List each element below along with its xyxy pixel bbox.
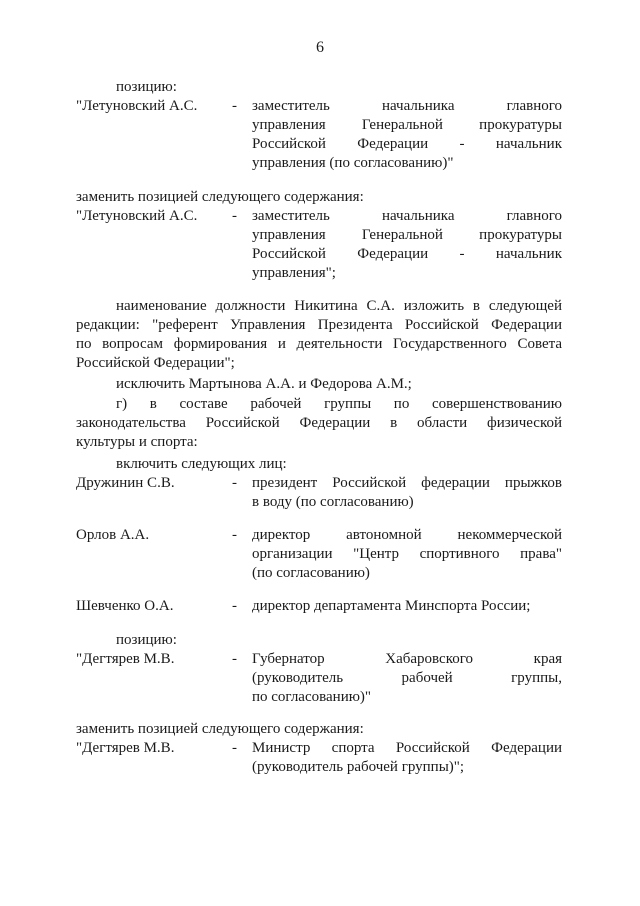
person-name: "Дегтярев М.В.: [76, 651, 175, 667]
section-lead: позицию:: [116, 632, 177, 648]
entry-dash: -: [232, 98, 237, 114]
position-line: (по согласованию): [252, 565, 370, 581]
person-position: [252, 526, 562, 583]
section-lead: позицию:: [116, 79, 177, 95]
entry-dash: -: [232, 527, 237, 543]
person-entry-letunovsky-old: [76, 97, 562, 171]
position-line: управления";: [252, 265, 336, 281]
paragraph-line: редакции: "референт Управления Президента Российской Федерации: [76, 317, 562, 333]
position-line: Губернатор Хабаровского края: [252, 651, 562, 667]
section-lead: заменить позицией следующего содержания:: [76, 721, 364, 737]
paragraph-line: законодательства Российской Федерации в области физической: [76, 415, 562, 431]
include-lead: включить следующих лиц:: [116, 456, 287, 472]
position-line: директор автономной некоммерческой: [252, 527, 562, 543]
person-name: "Дегтярев М.В.: [76, 740, 175, 756]
position-line: управления Генеральной прокуратуры: [252, 117, 562, 133]
position-line: заместитель начальника главного: [252, 98, 562, 114]
position-line: Министр спорта Российской Федерации: [252, 740, 562, 756]
entry-dash: -: [232, 208, 237, 224]
person-name: "Летуновский А.С.: [76, 98, 198, 114]
person-name: "Летуновский А.С.: [76, 208, 198, 224]
position-line: Российской Федерации - начальник: [252, 136, 562, 152]
page-number: 6: [316, 39, 324, 56]
position-line: президент Российской федерации прыжков: [252, 475, 562, 491]
position-line: (руководитель рабочей группы)";: [252, 759, 465, 775]
position-line: заместитель начальника главного: [252, 208, 562, 224]
person-position: [252, 97, 562, 173]
person-entry-orlov: [76, 526, 562, 581]
entry-dash: -: [232, 740, 237, 756]
section-lead: заменить позицией следующего содержания:: [76, 189, 364, 205]
person-entry-druzhinin: [76, 474, 562, 510]
person-entry-degtyarev-old: [76, 650, 562, 705]
paragraph-line: г) в составе рабочей группы по совершенствованию: [116, 396, 562, 412]
person-name: Дружинин С.В.: [76, 475, 175, 491]
position-line: (руководитель рабочей группы,: [252, 670, 562, 686]
paragraph-line: культуры и спорта:: [76, 434, 198, 450]
person-position: [252, 207, 562, 283]
exclude-line: исключить Мартынова А.А. и Федорова А.М.;: [116, 376, 412, 392]
person-name: Шевченко О.А.: [76, 598, 174, 614]
person-position: [252, 650, 562, 707]
position-line: управления (по согласованию)": [252, 155, 454, 171]
position-line: Российской Федерации - начальник: [252, 246, 562, 262]
person-position: [252, 739, 562, 777]
position-line: управления Генеральной прокуратуры: [252, 227, 562, 243]
person-entry-shevchenko: [76, 597, 562, 616]
person-position: [252, 474, 562, 512]
paragraph-line: наименование должности Никитина С.А. изложить в следующей: [116, 298, 562, 314]
person-position: [252, 597, 562, 616]
paragraph-line: Российской Федерации";: [76, 355, 235, 371]
entry-dash: -: [232, 651, 237, 667]
person-name: Орлов А.А.: [76, 527, 150, 543]
person-entry-degtyarev-new: [76, 739, 562, 775]
entry-dash: -: [232, 475, 237, 491]
entry-dash: -: [232, 598, 237, 614]
position-line: в воду (по согласованию): [252, 494, 414, 510]
paragraph-line: по вопросам формирования и деятельности Государственного Совета: [76, 336, 562, 352]
paragraph-nikitin: [76, 297, 562, 373]
person-entry-letunovsky-new: [76, 207, 562, 281]
paragraph-working-group: [76, 395, 562, 452]
position-line: директор департамента Минспорта России;: [252, 598, 531, 614]
position-line: по согласованию)": [252, 689, 372, 705]
position-line: организации "Центр спортивного права": [252, 546, 562, 562]
